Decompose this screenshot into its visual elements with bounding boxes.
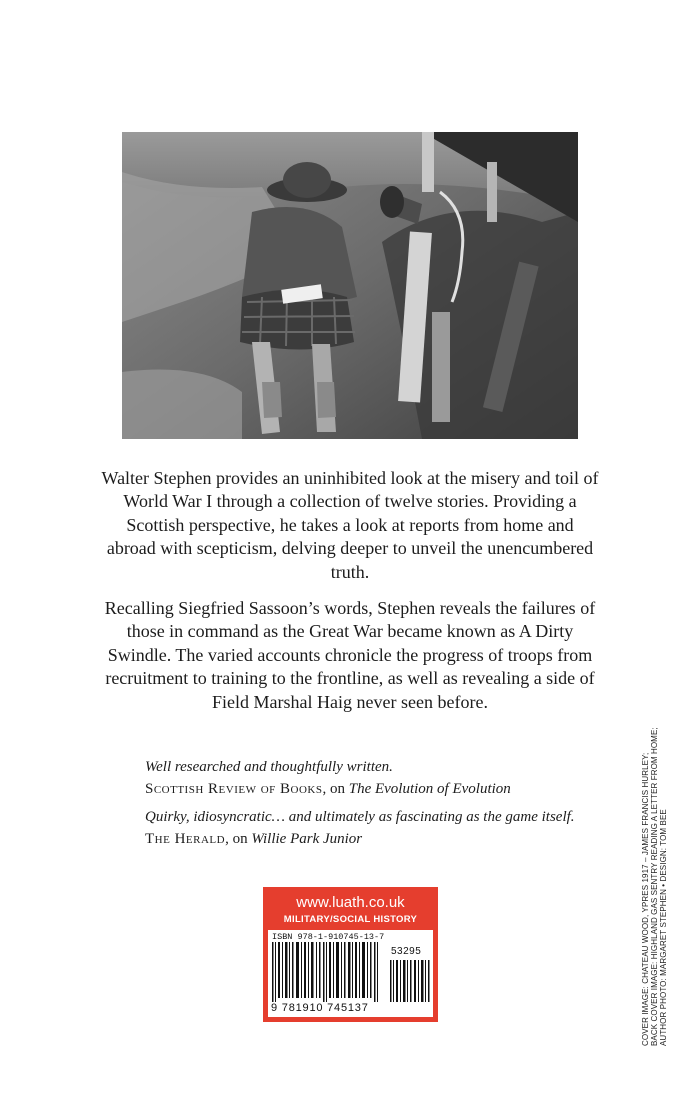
quote-work: Willie Park Junior: [251, 831, 363, 847]
review-quote: [145, 806, 585, 850]
barcode-addon: 53295: [391, 946, 422, 957]
publisher-category: MILITARY/SOCIAL HISTORY: [283, 914, 418, 925]
cover-photo: [122, 132, 578, 439]
barcode: [268, 930, 433, 1017]
quote-connector: , on: [322, 781, 349, 797]
credit-line: COVER IMAGE: CHATEAU WOOD, YPRES 1917 – JAMES FRANCIS HURLEY;: [641, 752, 650, 1046]
barcode-digits: 9 781910 745137: [271, 1002, 369, 1014]
blurb-paragraph-1: Walter Stephen provides an uninhibited look at the misery and toil of World War I through a collection of twelve stories. Providing a Scottish perspective, he takes a look at reports from home and abroad with scepticism, delving deeper to unveil the unencumbered truth.: [101, 468, 599, 582]
quote-text: Well researched and thoughtfully written.: [145, 759, 393, 775]
isbn-label: ISBN 978-1-910745-13-7: [272, 932, 385, 942]
blurb-paragraph-2: Recalling Siegfried Sassoon’s words, Stephen reveals the failures of those in command as the Great War became known as A Dirty Swindle. The varied accounts chronicle the progress of troops from recruitment to training to the frontline, as well as revealing a side of Field Marshal Haig never seen before.: [104, 598, 596, 712]
image-credits: [641, 686, 669, 1046]
quote-source: The Herald: [145, 831, 226, 847]
quote-work: The Evolution of Evolution: [348, 781, 511, 797]
review-quote: [145, 756, 585, 800]
soldier-in-trench-photo-icon: [122, 132, 578, 439]
publisher-box: [263, 887, 438, 1022]
credit-line: BACK COVER IMAGE: HIGHLAND GAS SENTRY READING A LETTER FROM HOME;: [650, 727, 660, 1046]
quote-text: Quirky, idiosyncratic… and ultimately as fascinating as the game itself.: [145, 809, 575, 825]
credit-line: AUTHOR PHOTO: MARGARET STEPHEN • DESIGN: TOM BEE: [659, 809, 669, 1046]
quote-source: Scottish Review of Books: [145, 781, 323, 797]
quote-connector: , on: [225, 831, 252, 847]
publisher-url[interactable]: www.luath.co.uk: [296, 894, 405, 911]
